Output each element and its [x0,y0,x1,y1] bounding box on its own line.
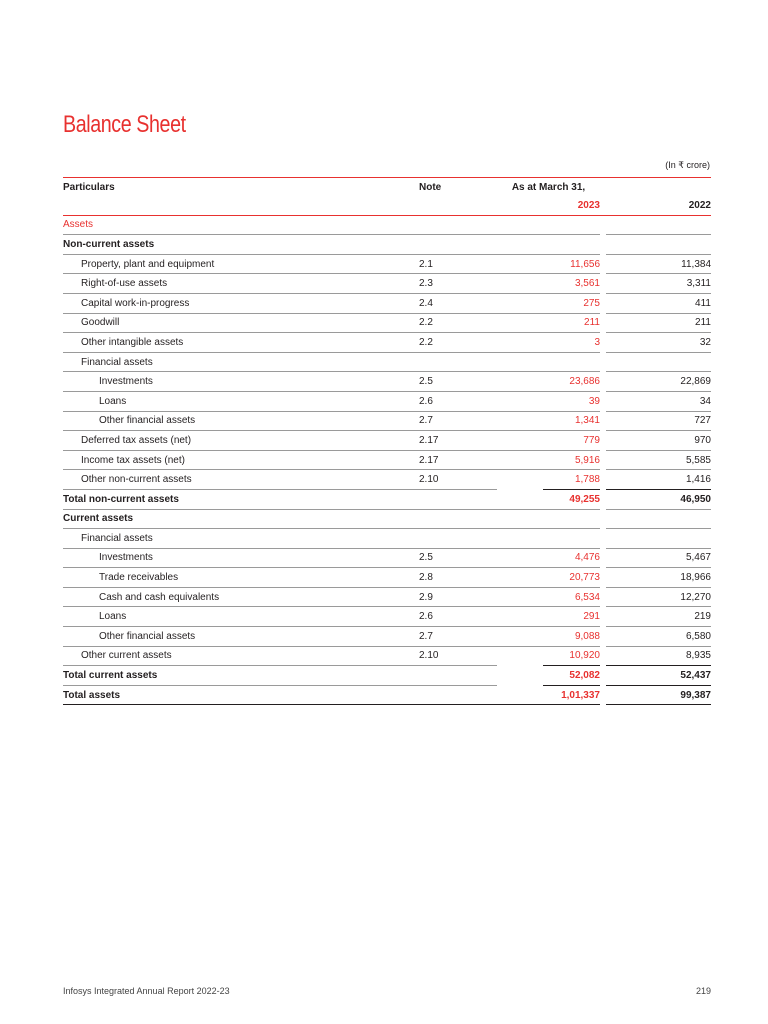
row-label: Financial assets [63,352,419,372]
row-label: Assets [63,219,94,231]
row-label: Other financial assets [63,627,419,647]
row-value-2022: 219 [606,607,711,627]
row-value-2023: 6,534 [543,587,600,607]
row-value-2023: 49,255 [543,489,600,509]
row-value-2022: 5,467 [606,548,711,568]
row-value-2023: 10,920 [543,646,600,666]
row-note: 2.4 [419,293,497,313]
row-value-2022: 46,950 [606,489,711,509]
table-row [63,450,711,470]
row-label: Non-current assets [63,235,419,255]
row-label: Other financial assets [63,411,419,431]
row-value-2023: 20,773 [543,568,600,588]
row-note [419,685,497,705]
row-note: 2.9 [419,587,497,607]
row-value-2023: 291 [543,607,600,627]
row-label: Current assets [63,509,419,529]
row-value-2022: 970 [606,431,711,451]
row-value-2023: 23,686 [543,372,600,392]
row-value-2022: 211 [606,313,711,333]
row-value-2023: 5,916 [543,450,600,470]
row-note: 2.17 [419,450,497,470]
row-label: Other intangible assets [63,333,419,353]
row-note: 2.5 [419,548,497,568]
row-value-2022: 18,966 [606,568,711,588]
table-row [63,489,711,509]
row-value-2023: 211 [543,313,600,333]
table-row [63,587,711,607]
table-row [63,568,711,588]
row-value-2023: 1,341 [543,411,600,431]
row-label: Total assets [63,685,419,705]
row-label: Trade receivables [63,568,419,588]
row-value-2023: 11,656 [543,254,600,274]
row-value-2022: 34 [606,391,711,411]
table-row [63,470,711,490]
row-label: Cash and cash equivalents [63,587,419,607]
row-label: Investments [63,548,419,568]
row-value-2023: 3,561 [543,274,600,294]
row-value-2023 [543,235,600,255]
row-label: Financial assets [63,529,419,549]
table-row [63,627,711,647]
row-value-2023: 3 [543,333,600,353]
row-value-2022: 8,935 [606,646,711,666]
row-value-2023 [543,215,600,235]
row-note: 2.3 [419,274,497,294]
row-note [419,529,497,549]
table-row [63,666,711,686]
table-row [63,352,711,372]
row-label: Other current assets [63,646,419,666]
row-note: 2.5 [419,372,497,392]
table-row [63,274,711,294]
row-value-2023: 779 [543,431,600,451]
row-value-2022: 12,270 [606,587,711,607]
row-value-2022: 5,585 [606,450,711,470]
row-note: 2.6 [419,607,497,627]
table-row [63,333,711,353]
row-value-2022: 411 [606,293,711,313]
header-year-2022: 2022 [606,196,711,215]
table-row [63,313,711,333]
row-value-2022 [606,235,711,255]
row-label: Other non-current assets [63,470,419,490]
footer-report-title: Infosys Integrated Annual Report 2022-23 [63,986,230,996]
table-row [63,215,711,235]
table-row [63,431,711,451]
row-value-2023: 275 [543,293,600,313]
table-row [63,607,711,627]
row-value-2023: 52,082 [543,666,600,686]
row-value-2022 [606,215,711,235]
row-note: 2.6 [419,391,497,411]
row-note: 2.2 [419,313,497,333]
table-row [63,548,711,568]
table-row [63,293,711,313]
row-label: Deferred tax assets (net) [63,431,419,451]
row-label: Investments [63,372,419,392]
table-row [63,254,711,274]
units-label: (In ₹ crore) [665,160,710,170]
row-label: Income tax assets (net) [63,450,419,470]
row-label: Total non-current assets [63,489,419,509]
row-note: 2.17 [419,431,497,451]
row-value-2022: 32 [606,333,711,353]
table-header-row [63,178,711,197]
row-note: 2.1 [419,254,497,274]
row-value-2022 [606,352,711,372]
row-note [419,215,497,235]
row-value-2022: 3,311 [606,274,711,294]
row-label: Capital work-in-progress [63,293,419,313]
balance-sheet-table [63,177,711,705]
row-value-2022: 727 [606,411,711,431]
row-value-2023: 1,788 [543,470,600,490]
row-value-2022 [606,509,711,529]
table-row [63,509,711,529]
table-row [63,685,711,705]
header-particulars: Particulars [63,178,419,197]
row-value-2022 [606,529,711,549]
table-row [63,372,711,392]
table-year-row [63,196,711,215]
header-note: Note [419,178,497,197]
row-value-2023 [543,509,600,529]
row-label: Total current assets [63,666,419,686]
row-value-2023: 9,088 [543,627,600,647]
table-row [63,411,711,431]
row-value-2023 [543,352,600,372]
row-note: 2.7 [419,411,497,431]
page-title: Balance Sheet [63,111,186,138]
footer-page-number: 219 [695,986,711,996]
table-row [63,391,711,411]
row-value-2023: 1,01,337 [543,685,600,705]
table-row [63,529,711,549]
row-value-2022: 99,387 [606,685,711,705]
row-value-2022: 22,869 [606,372,711,392]
row-note [419,352,497,372]
row-value-2023: 39 [543,391,600,411]
row-label: Property, plant and equipment [63,254,419,274]
row-note: 2.7 [419,627,497,647]
header-year-2023: 2023 [543,196,600,215]
row-label: Loans [63,607,419,627]
row-value-2023: 4,476 [543,548,600,568]
row-note: 2.8 [419,568,497,588]
row-note [419,489,497,509]
row-note [419,235,497,255]
row-note: 2.10 [419,646,497,666]
row-label: Right-of-use assets [63,274,419,294]
row-label: Goodwill [63,313,419,333]
row-value-2022: 1,416 [606,470,711,490]
row-label: Loans [63,391,419,411]
row-note: 2.2 [419,333,497,353]
row-value-2022: 11,384 [606,254,711,274]
row-note: 2.10 [419,470,497,490]
row-note [419,509,497,529]
table-row [63,646,711,666]
row-note [419,666,497,686]
row-value-2022: 6,580 [606,627,711,647]
table-row [63,235,711,255]
row-value-2022: 52,437 [606,666,711,686]
header-period: As at March 31, [497,178,600,197]
row-value-2023 [543,529,600,549]
